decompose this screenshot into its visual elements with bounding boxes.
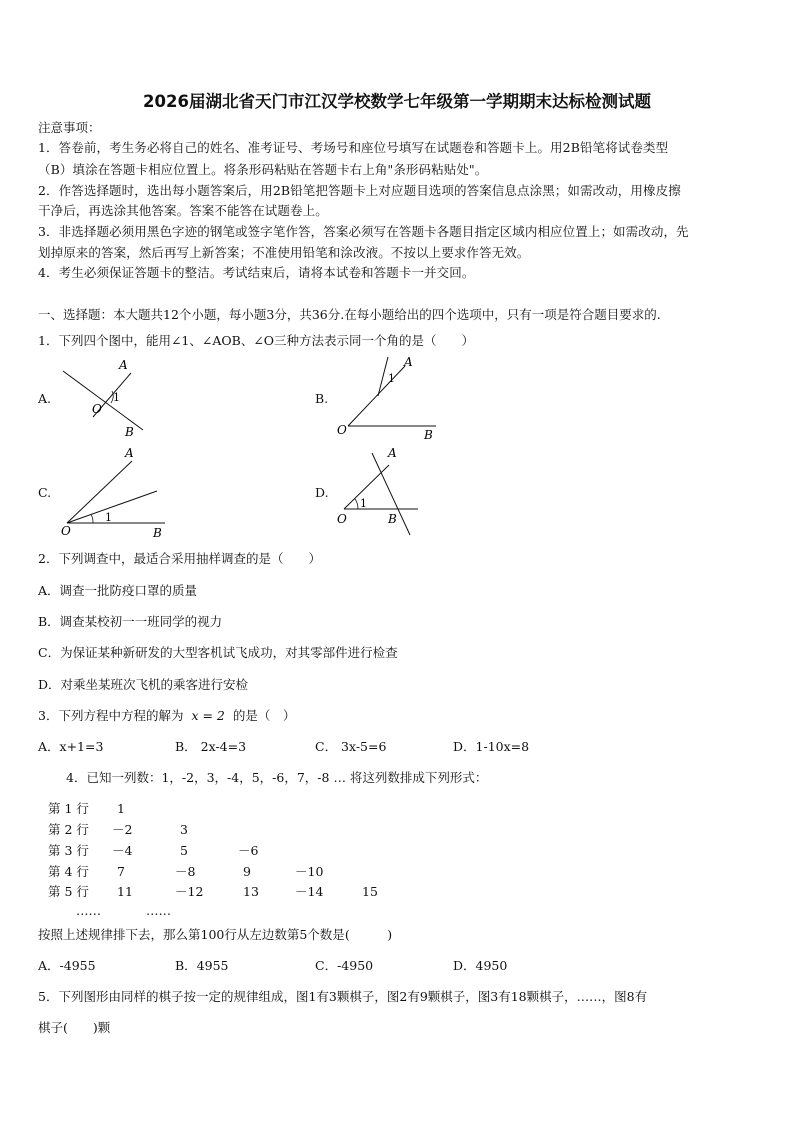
- q4-row-label: 第 1 行: [48, 801, 89, 816]
- notice-line: 2．作答选择题时，选出每小题答案后，用2B铅笔把答题卡上对应题目选项的答案信息点涂黑；如需改动，用橡皮擦: [38, 183, 681, 198]
- question-5-line2: 棋子( )颗: [38, 1020, 111, 1035]
- figure-line: [67, 491, 157, 523]
- q4-value: 9: [243, 864, 251, 879]
- q4-option-a: A．-4955: [38, 958, 96, 973]
- question-3-stem: [38, 708, 295, 724]
- label-o: O: [61, 524, 71, 538]
- section-heading: 一、选择题：本大题共12个小题，每小题3分，共36分.在每小题给出的四个选项中，只有一项是符合题目要求的.: [38, 307, 661, 322]
- q1-figure-a: [55, 355, 165, 445]
- figure-line: [67, 461, 132, 523]
- label-b: B: [424, 428, 433, 442]
- q4-value: －10: [295, 864, 324, 879]
- page-title: 2026届湖北省天门市江汉学校数学七年级第一学期期末达标检测试题: [143, 92, 651, 111]
- q2-option-c: C．为保证某种新研发的大型客机试飞成功，对其零部件进行检查: [38, 645, 398, 660]
- q4-value: 1: [117, 801, 125, 816]
- q2-option-a: A．调查一批防疫口罩的质量: [38, 583, 198, 598]
- q4-value: －6: [238, 843, 259, 858]
- notice-heading: 注意事项：: [38, 120, 101, 135]
- question-4-stem: 4．已知一列数：1，-2，3，-4，5，-6，7，-8 … 将这列数排成下列形式：: [66, 770, 488, 785]
- q3-stem-post: 的是（ ）: [232, 708, 296, 723]
- q3-option-b: B． 2x-4=3: [175, 739, 247, 754]
- label-b: B: [388, 512, 397, 526]
- q4-value: 5: [180, 843, 188, 858]
- q4-value: －14: [295, 884, 324, 899]
- label-b: B: [153, 526, 162, 540]
- notice-line: （B）填涂在答题卡相应位置上。将条形码粘贴在答题卡右上角"条形码粘贴处"。: [38, 162, 488, 177]
- label-o: O: [337, 423, 347, 437]
- q1-option-b-label: B.: [315, 391, 329, 406]
- question-5-line1: 5．下列图形由同样的棋子按一定的规律组成，图1有3颗棋子，图2有9颗棋子，图3有18颗棋子，……，图8有: [38, 989, 648, 1004]
- q4-value: 13: [243, 884, 259, 899]
- figure-line: [348, 366, 405, 426]
- q4-ellipsis: ……: [146, 903, 171, 918]
- q4-option-b: B．4955: [175, 958, 229, 973]
- q1-figure-b: [330, 352, 445, 444]
- notice-line: 4．考生必须保证答题卡的整洁。考试结束后，请将本试卷和答题卡一并交回。: [38, 265, 475, 280]
- q4-row-label: 第 3 行: [48, 843, 89, 858]
- q3-option-c: C． 3x-5=6: [315, 739, 387, 754]
- q3-stem-math: x = 2: [191, 708, 225, 723]
- q4-value: 3: [180, 822, 188, 837]
- q4-row-label: 第 5 行: [48, 884, 89, 899]
- label-o: O: [92, 402, 102, 416]
- q1-option-d-label: D.: [315, 485, 329, 500]
- notice-line: 划掉原来的答案，然后再写上新答案；不准使用铅笔和涂改液。不按以上要求作答无效。: [38, 245, 530, 260]
- q4-value: －12: [175, 884, 204, 899]
- q4-row-label: 第 2 行: [48, 822, 89, 837]
- q4-option-c: C．-4950: [315, 958, 374, 973]
- q4-value: 15: [362, 884, 378, 899]
- q1-option-c-label: C.: [38, 485, 52, 500]
- q1-option-a-label: A.: [38, 391, 52, 406]
- q4-option-d: D．4950: [453, 958, 508, 973]
- figure-line: [63, 371, 143, 430]
- label-a: A: [388, 446, 397, 460]
- label-b: B: [125, 425, 134, 439]
- q4-value: 11: [117, 884, 133, 899]
- label-o: O: [337, 512, 347, 526]
- figure-line: [378, 357, 388, 396]
- label-a: A: [125, 446, 134, 460]
- angle-arc: [355, 499, 358, 509]
- q1-figure-d: [332, 443, 442, 543]
- notice-line: 3．非选择题必须用黑色字迹的钢笔或签字笔作答，答案必须写在答题卡各题目指定区域内相应位置上；如需改动，先: [38, 224, 689, 239]
- q1-figure-c: [55, 445, 175, 543]
- q4-ellipsis: ……: [76, 903, 101, 918]
- q3-option-d: D．1-10x=8: [453, 739, 530, 754]
- label-a: A: [404, 355, 413, 369]
- angle-arc: [91, 515, 93, 523]
- label-1: 1: [388, 372, 395, 385]
- question-1-stem: 1．下列四个图中，能用∠1、∠AOB、∠O三种方法表示同一个角的是（ ）: [38, 333, 475, 348]
- label-a: A: [119, 358, 128, 372]
- q2-option-d: D．对乘坐某班次飞机的乘客进行安检: [38, 677, 249, 692]
- q3-stem-pre: 3．下列方程中方程的解为: [38, 708, 184, 723]
- q3-option-a: A．x+1=3: [38, 739, 104, 754]
- label-1: 1: [105, 511, 112, 524]
- label-1: 1: [113, 391, 120, 404]
- notice-line: 1．答卷前，考生务必将自己的姓名、准考证号、考场号和座位号填写在试题卷和答题卡上。用2B铅笔将试卷类型: [38, 140, 669, 155]
- q4-value: 7: [117, 864, 125, 879]
- question-2-stem: 2．下列调查中，最适合采用抽样调查的是（ ）: [38, 551, 321, 566]
- q4-value: －2: [112, 822, 133, 837]
- q4-row-label: 第 4 行: [48, 864, 89, 879]
- notice-line: 干净后，再选涂其他答案。答案不能答在试题卷上。: [38, 203, 328, 218]
- q4-value: －4: [112, 843, 133, 858]
- q2-option-b: B．调查某校初一一班同学的视力: [38, 614, 223, 629]
- q4-value: －8: [175, 864, 196, 879]
- label-1: 1: [360, 497, 367, 510]
- q4-question: 按照上述规律排下去，那么第100行从左边数第5个数是( ): [38, 927, 393, 942]
